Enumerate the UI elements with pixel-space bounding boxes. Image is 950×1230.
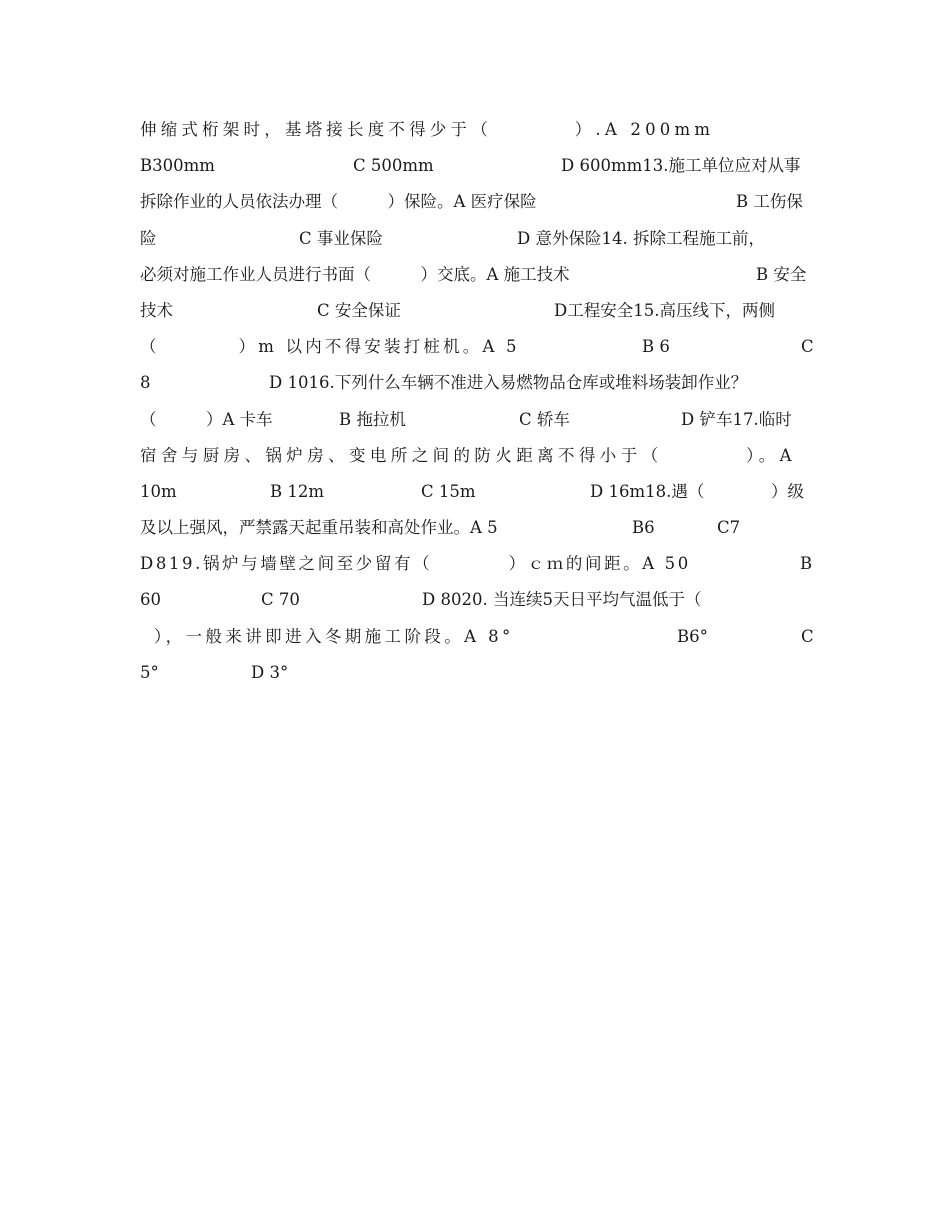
text-segment: 10m: [140, 481, 177, 501]
text-segment: 技术: [140, 300, 173, 320]
text-line: [140, 438, 812, 474]
text-line: [140, 112, 812, 148]
text-segment: C 15m: [421, 481, 476, 501]
text-line: [140, 329, 812, 365]
text-line: [140, 184, 812, 220]
text-segment: ），一般来讲即进入冬期施工阶段。A 8°: [154, 626, 514, 646]
text-line: [140, 510, 812, 546]
text-segment: C 70: [261, 590, 300, 610]
text-segment: 宿舍与厨房、锅炉房、变电所之间的防火距离不得小于（ ）。A: [140, 445, 796, 465]
text-segment: D 意外保险14. 拆除工程施工前，: [517, 228, 765, 248]
text-segment: C 安全保证: [317, 300, 401, 320]
text-segment: D工程安全15.高压线下，两侧: [554, 300, 775, 320]
text-segment: B 拖拉机: [339, 409, 406, 429]
text-line: [140, 582, 812, 618]
text-segment: 5°: [140, 662, 159, 682]
text-segment: B: [800, 554, 813, 574]
text-segment: B6°: [677, 626, 708, 646]
text-segment: D 铲车17.临时: [681, 409, 792, 429]
text-line: [140, 546, 812, 582]
text-line: [140, 293, 812, 329]
text-line: [140, 655, 812, 691]
text-segment: （ ）m 以内不得安装打桩机。A 5: [140, 337, 520, 357]
text-line: [140, 474, 812, 510]
text-line: [140, 365, 812, 401]
text-segment: C 事业保险: [299, 228, 383, 248]
text-segment: C 500mm: [353, 156, 434, 176]
text-segment: D 600mm13.施工单位应对从事: [561, 156, 801, 176]
text-segment: C7: [717, 518, 741, 538]
document-body: [140, 112, 812, 691]
text-segment: B 12m: [270, 481, 325, 501]
text-segment: ）级: [771, 481, 804, 501]
text-segment: D 3°: [251, 662, 289, 682]
text-segment: 险: [140, 228, 157, 248]
text-segment: B 安全: [756, 264, 807, 284]
text-segment: B300mm: [140, 156, 215, 176]
text-segment: D819.锅炉与墙壁之间至少留有（ ）ｃｍ的间距。A 50: [140, 554, 691, 574]
text-line: [140, 221, 812, 257]
text-segment: C 轿车: [519, 409, 570, 429]
text-line: [140, 257, 812, 293]
text-segment: C: [801, 337, 814, 357]
text-segment: D 8020. 当连续5天日平均气温低于（: [422, 590, 702, 610]
text-segment: 伸缩式桁架时，基塔接长度不得少于（ ）.A 200mm: [140, 120, 715, 139]
text-line: [140, 148, 812, 184]
text-segment: B6: [632, 518, 655, 538]
text-line: [140, 619, 812, 655]
text-segment: 拆除作业的人员依法办理（ ）保险。A 医疗保险: [140, 192, 537, 212]
text-segment: D 1016.下列什么车辆不准进入易燃物品仓库或堆料场装卸作业？: [269, 373, 748, 393]
text-segment: 60: [140, 590, 161, 610]
text-segment: D 16m18.遇（: [590, 481, 705, 501]
text-segment: C: [801, 626, 814, 646]
text-segment: （ ）A 卡车: [140, 409, 273, 429]
text-line: [140, 402, 812, 438]
text-segment: 必须对施工作业人员进行书面（ ）交底。A 施工技术: [140, 264, 570, 284]
text-segment: 8: [140, 373, 151, 393]
text-segment: B 工伤保: [736, 192, 803, 212]
text-segment: B 6: [642, 337, 670, 357]
text-segment: 及以上强风，严禁露天起重吊装和高处作业。A 5: [140, 518, 498, 538]
